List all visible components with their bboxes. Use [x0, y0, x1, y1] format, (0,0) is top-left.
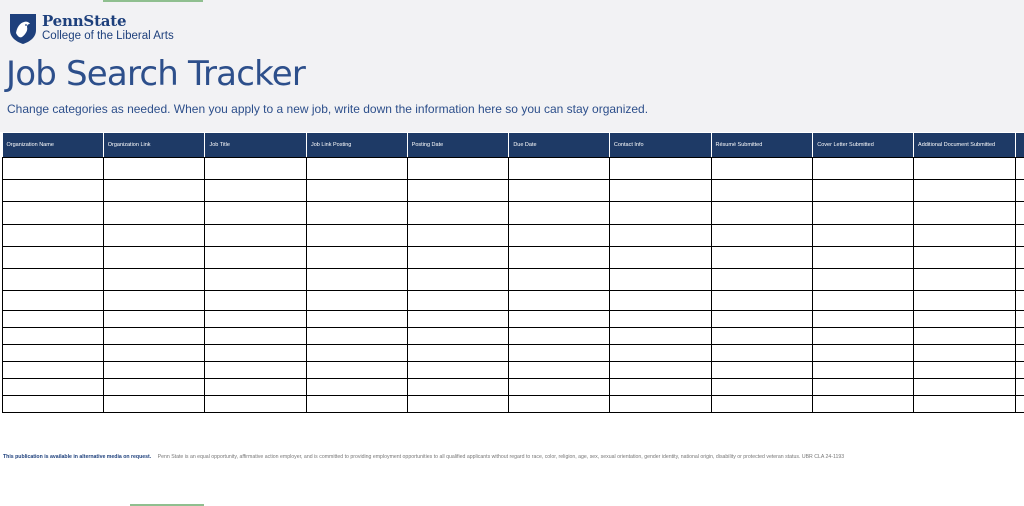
table-cell[interactable]	[813, 246, 914, 268]
table-cell[interactable]	[307, 157, 408, 179]
table-cell[interactable]	[205, 310, 307, 327]
table-cell[interactable]	[914, 327, 1016, 344]
table-cell[interactable]	[103, 179, 205, 201]
table-row	[3, 268, 1024, 290]
table-cell[interactable]	[103, 327, 205, 344]
table-cell[interactable]	[609, 268, 711, 290]
table-cell[interactable]	[813, 327, 914, 344]
table-cell[interactable]	[914, 378, 1016, 395]
table-cell[interactable]	[103, 157, 205, 179]
table-cell[interactable]	[509, 157, 610, 179]
table-cell[interactable]	[914, 361, 1016, 378]
table-cell[interactable]	[307, 201, 408, 224]
table-cell[interactable]	[1015, 395, 1024, 412]
table-cell[interactable]	[711, 268, 813, 290]
table-cell[interactable]	[1015, 361, 1024, 378]
table-row	[3, 310, 1024, 327]
table-cell[interactable]	[307, 395, 408, 412]
table-cell[interactable]	[103, 246, 205, 268]
column-header: Contact Info	[609, 133, 711, 157]
table-row	[3, 224, 1024, 246]
table-cell[interactable]	[1015, 157, 1024, 179]
table-cell[interactable]	[914, 310, 1016, 327]
table-cell[interactable]	[914, 201, 1016, 224]
footer	[3, 454, 1018, 460]
column-header: Job Link Posting	[307, 133, 408, 157]
table-row	[3, 157, 1024, 179]
table-cell[interactable]	[1015, 290, 1024, 310]
table-cell[interactable]	[711, 378, 813, 395]
table-cell[interactable]	[509, 310, 610, 327]
table-cell[interactable]	[609, 290, 711, 310]
table-cell[interactable]	[711, 327, 813, 344]
table-cell[interactable]	[609, 224, 711, 246]
table-cell[interactable]	[1015, 224, 1024, 246]
table-cell[interactable]	[103, 224, 205, 246]
table-cell[interactable]	[1015, 201, 1024, 224]
table-cell[interactable]	[914, 344, 1016, 361]
table-cell[interactable]	[609, 246, 711, 268]
table-cell[interactable]	[307, 361, 408, 378]
table-cell[interactable]	[3, 361, 104, 378]
table-cell[interactable]	[711, 246, 813, 268]
table-cell[interactable]	[509, 395, 610, 412]
table-cell[interactable]	[609, 378, 711, 395]
table-cell[interactable]	[914, 290, 1016, 310]
table-cell[interactable]	[103, 268, 205, 290]
table-cell[interactable]	[205, 395, 307, 412]
table-cell[interactable]	[1015, 310, 1024, 327]
table-cell[interactable]	[407, 201, 509, 224]
table-cell[interactable]	[307, 179, 408, 201]
table-cell[interactable]	[103, 395, 205, 412]
table-cell[interactable]	[711, 361, 813, 378]
table-cell[interactable]	[205, 290, 307, 310]
table-cell[interactable]	[407, 268, 509, 290]
table-cell[interactable]	[914, 268, 1016, 290]
table-cell[interactable]	[205, 201, 307, 224]
table-cell[interactable]	[407, 344, 509, 361]
college-name: College of the Liberal Arts	[42, 30, 174, 42]
table-cell[interactable]	[205, 327, 307, 344]
column-header	[1015, 133, 1024, 157]
table-cell[interactable]	[914, 224, 1016, 246]
table-row	[3, 179, 1024, 201]
table-row	[3, 378, 1024, 395]
table-cell[interactable]	[3, 179, 104, 201]
table-cell[interactable]	[813, 378, 914, 395]
table-cell[interactable]	[1015, 344, 1024, 361]
table-cell[interactable]	[3, 290, 104, 310]
table-cell[interactable]	[711, 224, 813, 246]
table-cell[interactable]	[813, 290, 914, 310]
table-cell[interactable]	[407, 246, 509, 268]
column-header: Organization Name	[3, 133, 104, 157]
table-cell[interactable]	[307, 378, 408, 395]
table-cell[interactable]	[609, 361, 711, 378]
table-cell[interactable]	[3, 395, 104, 412]
table-cell[interactable]	[813, 268, 914, 290]
table-cell[interactable]	[813, 224, 914, 246]
top-accent-mark	[103, 0, 203, 2]
column-header: Due Date	[509, 133, 610, 157]
table-cell[interactable]	[205, 344, 307, 361]
table-cell[interactable]	[813, 361, 914, 378]
table-cell[interactable]	[509, 344, 610, 361]
table-cell[interactable]	[609, 201, 711, 224]
table-cell[interactable]	[711, 395, 813, 412]
table-cell[interactable]	[3, 327, 104, 344]
table-cell[interactable]	[3, 378, 104, 395]
table-cell[interactable]	[813, 310, 914, 327]
table-cell[interactable]	[813, 157, 914, 179]
column-header: Job Title	[205, 133, 307, 157]
table-cell[interactable]	[914, 395, 1016, 412]
table-cell[interactable]	[711, 310, 813, 327]
table-cell[interactable]	[205, 378, 307, 395]
column-header: Additional Document Submitted	[914, 133, 1016, 157]
table-cell[interactable]	[407, 361, 509, 378]
table-cell[interactable]	[813, 179, 914, 201]
table-cell[interactable]	[407, 378, 509, 395]
nittany-lion-shield-icon	[9, 13, 37, 45]
table-cell[interactable]	[509, 290, 610, 310]
table-cell[interactable]	[813, 201, 914, 224]
table-cell[interactable]	[307, 290, 408, 310]
table-cell[interactable]	[509, 361, 610, 378]
table-cell[interactable]	[407, 179, 509, 201]
table-row	[3, 395, 1024, 412]
table-cell[interactable]	[813, 344, 914, 361]
table-cell[interactable]	[205, 246, 307, 268]
table-cell[interactable]	[307, 224, 408, 246]
table-cell[interactable]	[3, 310, 104, 327]
table-cell[interactable]	[103, 378, 205, 395]
footer-notice: This publication is available in alternative media on request.	[3, 454, 152, 460]
table-cell[interactable]	[813, 395, 914, 412]
table-row	[3, 246, 1024, 268]
column-header: Organization Link	[103, 133, 205, 157]
table-cell[interactable]	[205, 268, 307, 290]
table-cell[interactable]	[3, 201, 104, 224]
table-header-row	[3, 133, 1024, 157]
table-cell[interactable]	[103, 310, 205, 327]
table-cell[interactable]	[509, 224, 610, 246]
table-cell[interactable]	[509, 246, 610, 268]
table-cell[interactable]	[1015, 179, 1024, 201]
table-cell[interactable]	[307, 310, 408, 327]
table-cell[interactable]	[609, 327, 711, 344]
table-cell[interactable]	[407, 290, 509, 310]
table-row	[3, 201, 1024, 224]
table-cell[interactable]	[407, 395, 509, 412]
table-cell[interactable]	[3, 268, 104, 290]
table-cell[interactable]	[711, 201, 813, 224]
table-cell[interactable]	[3, 224, 104, 246]
table-cell[interactable]	[509, 378, 610, 395]
table-cell[interactable]	[103, 344, 205, 361]
table-cell[interactable]	[407, 157, 509, 179]
table-cell[interactable]	[914, 157, 1016, 179]
column-header: Résumé Submitted	[711, 133, 813, 157]
brand-wordmark: PennState	[42, 12, 127, 30]
table-cell[interactable]	[205, 361, 307, 378]
table-cell[interactable]	[407, 310, 509, 327]
table-cell[interactable]	[407, 224, 509, 246]
table-row	[3, 290, 1024, 310]
table-cell[interactable]	[509, 327, 610, 344]
table-cell[interactable]	[509, 268, 610, 290]
table-cell[interactable]	[3, 246, 104, 268]
footer-statement: Penn State is an equal opportunity, affirmative action employer, and is committed to providing employment opportunities to all qualified applicants without regard to race, color, religion, age, sex, sexual orientation, gender identity, national origin, disability or protected veteran status. UBR CLA 24-1193	[157, 454, 845, 460]
table-row	[3, 344, 1024, 361]
table-cell[interactable]	[509, 179, 610, 201]
table-cell[interactable]	[205, 179, 307, 201]
table-cell[interactable]	[3, 344, 104, 361]
page-subtitle: Change categories as needed. When you apply to a new job, write down the information here so you can stay organized.	[7, 102, 649, 116]
table-cell[interactable]	[914, 246, 1016, 268]
table-cell[interactable]	[103, 290, 205, 310]
table-cell[interactable]	[609, 344, 711, 361]
table-cell[interactable]	[914, 179, 1016, 201]
column-header: Posting Date	[407, 133, 509, 157]
table-cell[interactable]	[103, 361, 205, 378]
table-cell[interactable]	[205, 157, 307, 179]
table-cell[interactable]	[711, 157, 813, 179]
table-cell[interactable]	[609, 310, 711, 327]
table-cell[interactable]	[205, 224, 307, 246]
pennstate-logo	[9, 13, 174, 45]
job-tracker-table	[2, 133, 1024, 413]
table-cell[interactable]	[103, 201, 205, 224]
table-cell[interactable]	[609, 179, 711, 201]
table-cell[interactable]	[307, 268, 408, 290]
table-cell[interactable]	[509, 201, 610, 224]
table-cell[interactable]	[307, 344, 408, 361]
column-header: Cover Letter Submitted	[813, 133, 914, 157]
table-cell[interactable]	[711, 344, 813, 361]
table-cell[interactable]	[3, 157, 104, 179]
table-row	[3, 361, 1024, 378]
page-title: Job Search Tracker	[6, 54, 306, 94]
table-cell[interactable]	[711, 290, 813, 310]
table-cell[interactable]	[711, 179, 813, 201]
table-cell[interactable]	[1015, 327, 1024, 344]
table-row	[3, 327, 1024, 344]
table-cell[interactable]	[1015, 246, 1024, 268]
table-cell[interactable]	[407, 327, 509, 344]
table-cell[interactable]	[609, 157, 711, 179]
table-cell[interactable]	[1015, 378, 1024, 395]
table-cell[interactable]	[1015, 268, 1024, 290]
table-cell[interactable]	[307, 327, 408, 344]
table-cell[interactable]	[609, 395, 711, 412]
table-body	[3, 157, 1024, 412]
table-cell[interactable]	[307, 246, 408, 268]
